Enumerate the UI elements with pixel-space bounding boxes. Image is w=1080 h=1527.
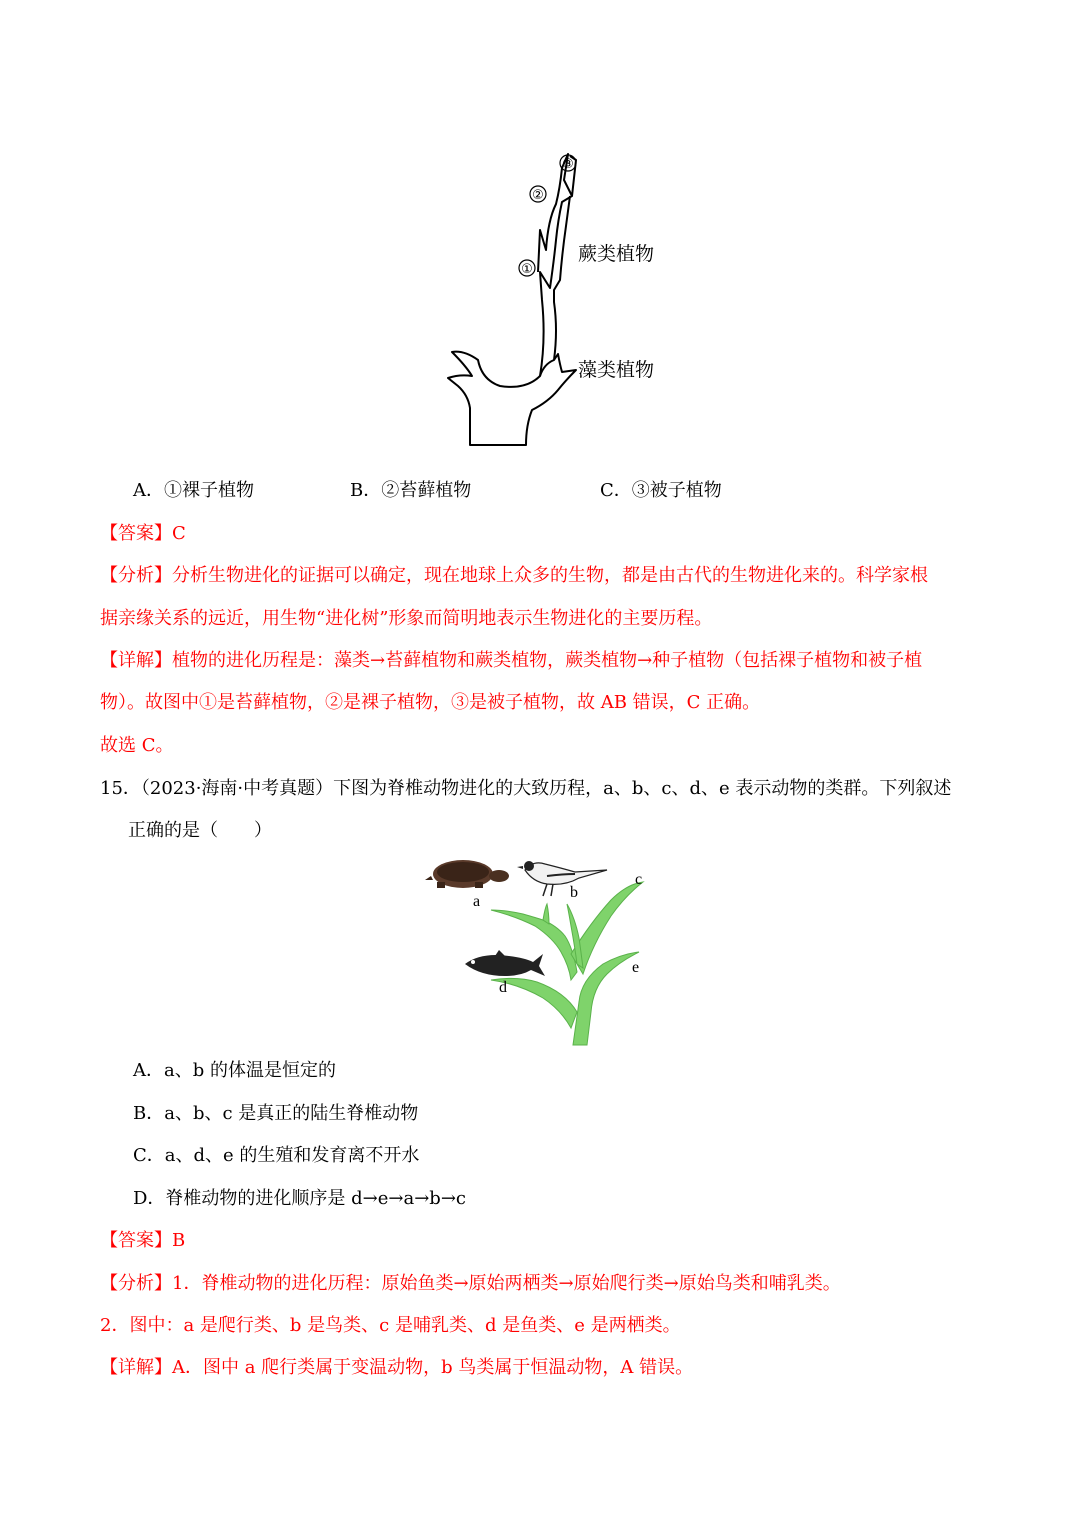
q15-option-a: A．a、b 的体温是恒定的 xyxy=(133,1060,336,1081)
label-b: b xyxy=(570,884,578,901)
q15-detail-line-1: 【详解】A．图中 a 爬行类属于变温动物，b 鸟类属于恒温动物，A 错误。 xyxy=(100,1357,694,1378)
marker-3: ③ xyxy=(562,157,574,172)
q14-detail-line-2: 物）。故图中①是苔藓植物，②是裸子植物，③是被子植物，故 AB 错误，C 正确。 xyxy=(100,692,761,713)
q15-analysis-line-2: 2．图中：a 是爬行类、b 是鸟类、c 是哺乳类、d 是鱼类、e 是两栖类。 xyxy=(100,1315,681,1336)
q14-conclusion: 故选 C。 xyxy=(100,735,174,756)
label-c: c xyxy=(635,871,643,888)
q15-stem-line-2: 正确的是（ ） xyxy=(128,820,272,841)
q14-option-c: C．③被子植物 xyxy=(600,480,722,501)
marker-2: ② xyxy=(532,188,544,203)
q14-option-b: B．②苔藓植物 xyxy=(350,480,472,501)
fish-icon xyxy=(465,950,545,976)
q15-stem-line-1: 15．（2023·海南·中考真题）下图为脊椎动物进化的大致历程，a、b、c、d、e 表示动物的类群。下列叙述 xyxy=(100,778,952,799)
q14-answer: 【答案】C xyxy=(100,523,186,544)
label-e: e xyxy=(632,959,640,976)
q14-detail-line-1: 【详解】植物的进化历程是：藻类→苔藓植物和蕨类植物，蕨类植物→种子植物（包括裸子植物和被子植 xyxy=(100,650,923,671)
label-algae-plants: 藻类植物 xyxy=(578,359,655,381)
q15-option-d: D．脊椎动物的进化顺序是 d→e→a→b→c xyxy=(133,1188,466,1209)
q15-analysis-line-1: 【分析】1．脊椎动物的进化历程：原始鱼类→原始两栖类→原始爬行类→原始鸟类和哺乳类。 xyxy=(100,1273,841,1294)
label-fern-plants: 蕨类植物 xyxy=(578,243,655,265)
q14-analysis-line-1: 【分析】分析生物进化的证据可以确定，现在地球上众多的生物，都是由古代的生物进化来的。科学家根 xyxy=(100,565,928,586)
turtle-icon xyxy=(425,860,509,888)
q15-option-c: C．a、d、e 的生殖和发育离不开水 xyxy=(133,1145,420,1166)
vertebrate-evolution-tree-figure xyxy=(425,852,665,1047)
label-a: a xyxy=(473,893,481,910)
q15-answer: 【答案】B xyxy=(100,1230,186,1251)
marker-1: ① xyxy=(521,262,533,277)
q15-option-b: B．a、b、c 是真正的陆生脊椎动物 xyxy=(133,1103,419,1124)
q14-option-a: A．①裸子植物 xyxy=(133,480,254,501)
plant-evolution-tree-figure xyxy=(430,140,690,455)
label-d: d xyxy=(499,979,507,996)
q14-analysis-line-2: 据亲缘关系的远近，用生物“进化树”形象而简明地表示生物进化的主要历程。 xyxy=(100,608,713,629)
bird-icon xyxy=(517,861,607,896)
